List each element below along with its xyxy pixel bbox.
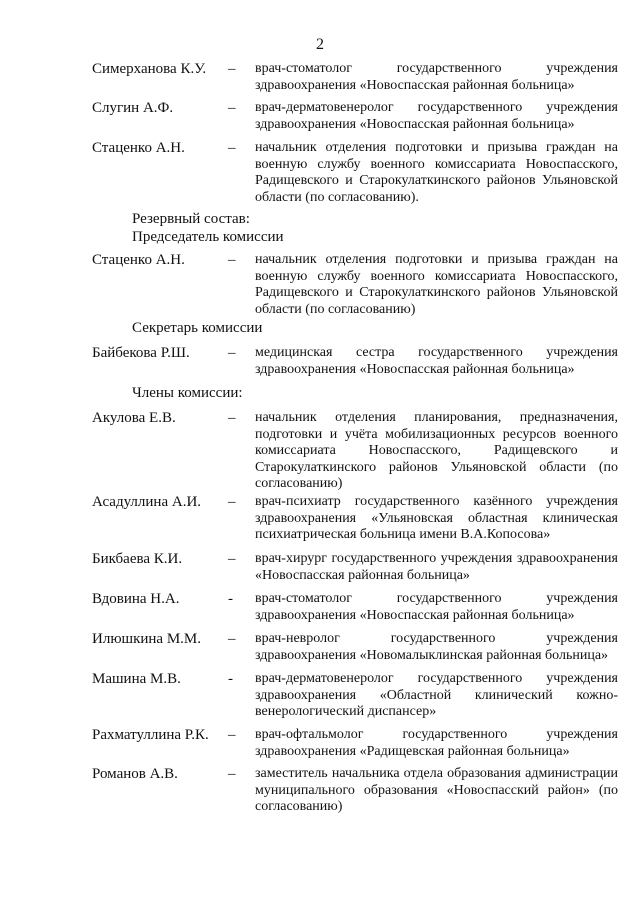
dash: – <box>228 766 236 782</box>
member-name: Асадуллина А.И. <box>92 494 202 510</box>
member-position: врач-дерматовенеролог государственного учреждения здравоохранения «Новоспасская районная больница» <box>255 100 618 132</box>
dash: - <box>228 671 233 687</box>
member-position: медицинская сестра государственного учреждения здравоохранения «Новоспасская районная больница» <box>255 345 618 377</box>
dash: – <box>228 140 236 156</box>
member-name: Илюшкина М.М. <box>92 631 201 647</box>
member-name: Слугин А.Ф. <box>92 100 174 116</box>
member-name: Стаценко А.Н. <box>92 252 185 268</box>
member-position: начальник отделения планирования, предназначения, подготовки и учёта мобилизационных ресурсов военного комиссариата Новоспасского, Радищевского и Старокулаткинского районов Ульяновской области (по согласованию) <box>255 410 618 492</box>
dash: – <box>228 61 236 77</box>
member-name: Стаценко А.Н. <box>92 140 185 156</box>
reserve-header: Резервный состав: <box>132 211 250 227</box>
member-name: Бикбаева К.И. <box>92 551 183 567</box>
members-header: Члены комиссии: <box>132 385 243 401</box>
dash: – <box>228 631 236 647</box>
dash: – <box>228 551 236 567</box>
secretary-header: Секретарь комиссии <box>132 320 263 336</box>
member-position: врач-стоматолог государственного учреждения здравоохранения «Новоспасская районная больница» <box>255 591 618 623</box>
dash: – <box>228 727 236 743</box>
member-position: врач-психиатр государственного казённого учреждения здравоохранения «Ульяновская областная клиническая психиатрическая больница имени В.А.Копосова» <box>255 494 618 543</box>
member-name: Акулова Е.В. <box>92 410 176 426</box>
chair-header: Председатель комиссии <box>132 229 284 245</box>
member-position: начальник отделения подготовки и призыва граждан на военную службу военного комиссариата Новоспасского, Радищевского и Старокулаткинского районов Ульяновской области (по согласованию). <box>255 140 618 205</box>
page-number: 2 <box>316 36 324 53</box>
member-name: Романов А.В. <box>92 766 178 782</box>
dash: – <box>228 410 236 426</box>
member-position: врач-дерматовенеролог государственного учреждения здравоохранения «Областной клинический кожно-венерологический диспансер» <box>255 671 618 720</box>
dash: – <box>228 252 236 268</box>
member-name: Байбекова Р.Ш. <box>92 345 190 361</box>
member-position: врач-хирург государственного учреждения здравоохранения «Новоспасская районная больница» <box>255 551 618 583</box>
member-name: Вдовина Н.А. <box>92 591 180 607</box>
member-name: Машина М.В. <box>92 671 181 687</box>
dash: – <box>228 345 236 361</box>
member-position: врач-офтальмолог государственного учреждения здравоохранения «Радищевская районная больница» <box>255 727 618 759</box>
dash: – <box>228 494 236 510</box>
member-position: начальник отделения подготовки и призыва граждан на военную службу военного комиссариата Новоспасского, Радищевского и Старокулаткинского районов Ульяновской области (по согласованию) <box>255 252 618 317</box>
member-name: Симерханова К.У. <box>92 61 207 77</box>
member-name: Рахматуллина Р.К. <box>92 727 209 743</box>
member-position: врач-невролог государственного учреждения здравоохранения «Новомалыклинская районная больница» <box>255 631 618 663</box>
member-position: заместитель начальника отдела образования администрации муниципального образования «Новоспасский район» (по согласованию) <box>255 766 618 815</box>
member-position: врач-стоматолог государственного учреждения здравоохранения «Новоспасская районная больница» <box>255 61 618 93</box>
dash: – <box>228 100 236 116</box>
dash: - <box>228 591 233 607</box>
